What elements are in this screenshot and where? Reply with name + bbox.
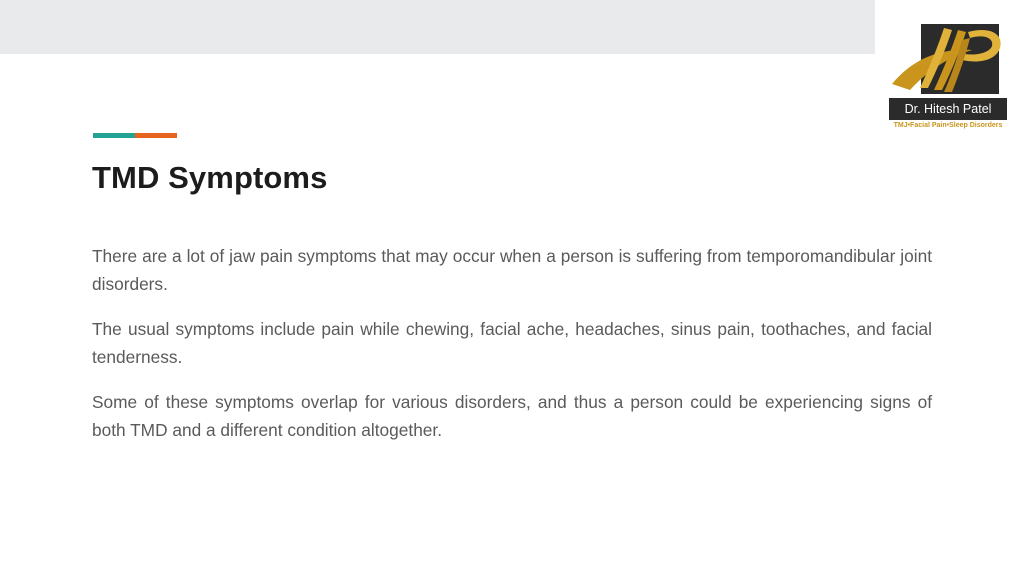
title-accent-bar [93, 133, 177, 138]
accent-teal-segment [93, 133, 135, 138]
body-paragraph: The usual symptoms include pain while chewing, facial ache, headaches, sinus pain, toothaches, and facial tenderness. [92, 319, 932, 367]
body-paragraph: There are a lot of jaw pain symptoms that may occur when a person is suffering from temporomandibular joint disorders. [92, 246, 932, 294]
top-band [0, 0, 875, 54]
slide-title: TMD Symptoms [92, 160, 328, 195]
accent-orange-segment [135, 133, 177, 138]
logo-tagline: TMJ•Facial Pain•Sleep Disorders [893, 122, 1003, 129]
body-paragraph: Some of these symptoms overlap for various disorders, and thus a person could be experiencing signs of both TMD and a different condition altogether. [92, 392, 932, 440]
logo [886, 20, 1010, 132]
logo-name: Dr. Hitesh Patel [889, 98, 1007, 120]
hp-monogram-logo-icon [886, 20, 1010, 98]
slide-body [92, 242, 932, 461]
